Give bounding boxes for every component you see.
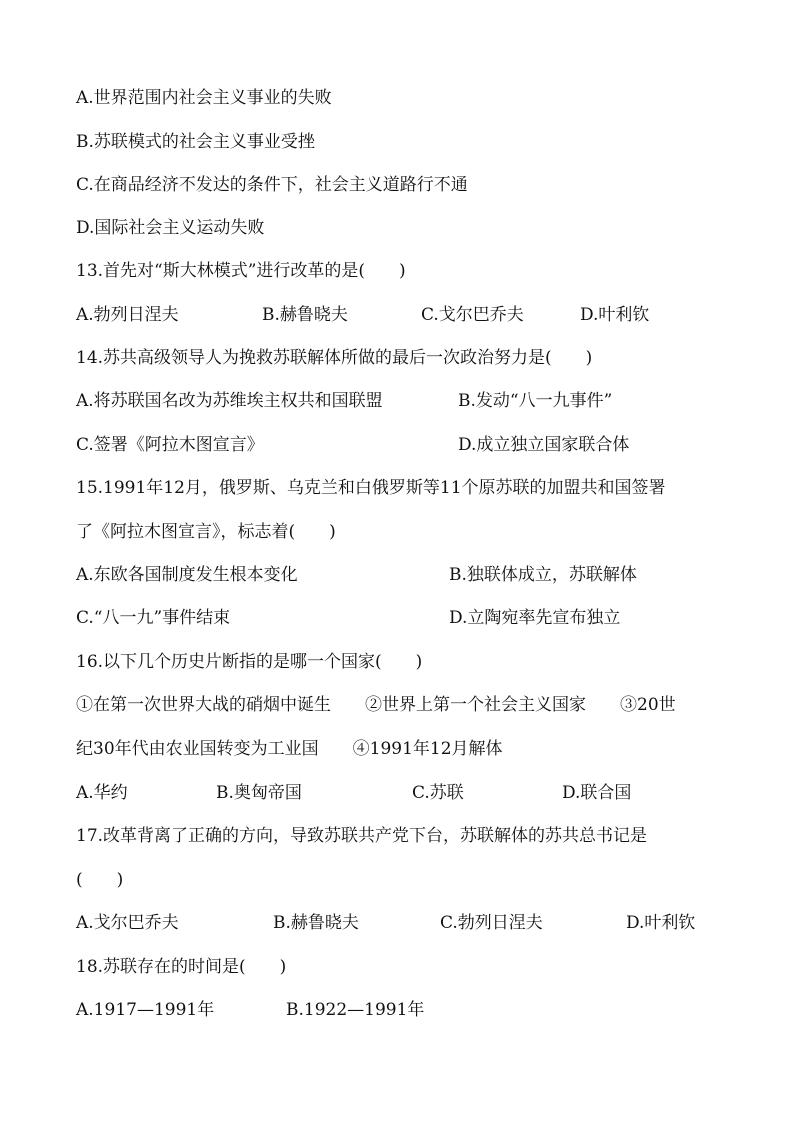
question-15-stem-line1: 15.1991年12月，俄罗斯、乌克兰和白俄罗斯等11个原苏联的加盟共和国签署: [76, 478, 666, 498]
option-a: A.华约: [76, 783, 128, 803]
option-a: A.勃列日涅夫: [76, 305, 179, 325]
option-c: C.勃列日涅夫: [440, 913, 543, 933]
option-c: C.在商品经济不发达的条件下，社会主义道路行不通: [76, 175, 468, 195]
question-16-items-line2: 纪30年代由农业国转变为工业国 ④1991年12月解体: [76, 739, 503, 759]
option-c: C.戈尔巴乔夫: [421, 305, 524, 325]
option-b: B.赫鲁晓夫: [273, 913, 359, 933]
option-b: B.1922—1991年: [286, 1000, 425, 1020]
option-d: D.国际社会主义运动失败: [76, 218, 265, 238]
option-b: B.发动“八一九事件”: [458, 391, 613, 411]
option-c: C.签署《阿拉木图宣言》: [76, 435, 264, 455]
question-18-stem: 18.苏联存在的时间是( ): [76, 957, 287, 977]
option-d: D.叶利钦: [580, 305, 650, 325]
option-d: D.立陶宛率先宣布独立: [449, 608, 621, 628]
option-a: A.戈尔巴乔夫: [76, 913, 179, 933]
option-b: B.苏联模式的社会主义事业受挫: [76, 132, 315, 152]
option-a: A.1917—1991年: [76, 1000, 215, 1020]
question-15-stem-line2: 了《阿拉木图宣言》，标志着( ): [76, 522, 336, 542]
question-17-stem-line1: 17.改革背离了正确的方向，导致苏联共产党下台，苏联解体的苏共总书记是: [76, 826, 648, 846]
option-a: A.世界范围内社会主义事业的失败: [76, 88, 332, 108]
option-b: B.奥匈帝国: [216, 783, 302, 803]
option-b: B.赫鲁晓夫: [262, 305, 348, 325]
option-d: D.成立独立国家联合体: [458, 435, 630, 455]
option-d: D.联合国: [562, 783, 632, 803]
option-a: A.将苏联国名改为苏维埃主权共和国联盟: [76, 391, 383, 411]
option-d: D.叶利钦: [626, 913, 696, 933]
question-13-stem: 13.首先对“斯大林模式”进行改革的是( ): [76, 261, 406, 281]
option-c: C.“八一九”事件结束: [76, 608, 231, 628]
question-17-stem-line2: ( ): [76, 870, 124, 890]
option-c: C.苏联: [412, 783, 464, 803]
question-16-stem: 16.以下几个历史片断指的是哪一个国家( ): [76, 652, 423, 672]
option-b: B.独联体成立，苏联解体: [449, 565, 637, 585]
question-16-items-line1: ①在第一次世界大战的硝烟中诞生 ②世界上第一个社会主义国家 ③20世: [76, 695, 676, 715]
option-a: A.东欧各国制度发生根本变化: [76, 565, 298, 585]
question-14-stem: 14.苏共高级领导人为挽救苏联解体所做的最后一次政治努力是( ): [76, 348, 593, 368]
